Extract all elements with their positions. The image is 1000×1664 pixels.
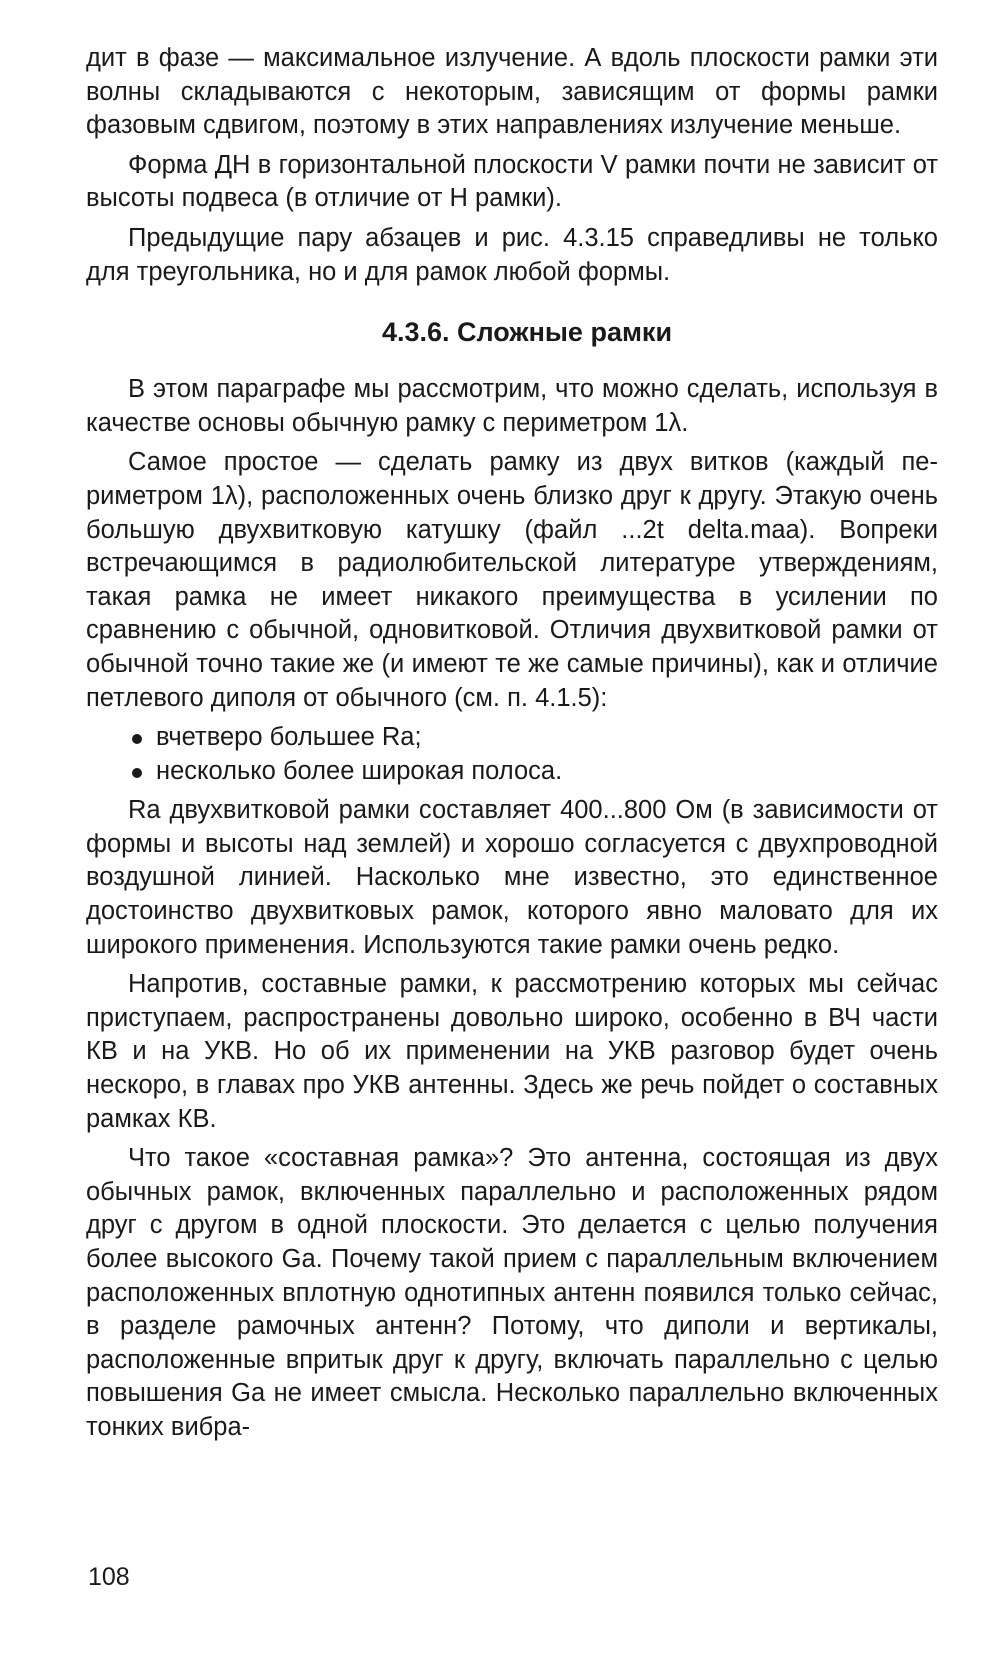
- page-number: 108: [88, 1563, 130, 1591]
- bullet-item: [132, 721, 938, 755]
- bullet-item: [132, 755, 938, 789]
- paragraph: Самое простое — сделать рамку из двух витков (каждый периметром 1λ), расположенных очень близко друг к другу. Этакую очень большую двухвитковую катушку (файл ...2t delta.maa). Вопреки встречающимся в радиолюбительской литературе утверждениям, такая рамка не имеет никакого преимущества в усилении по сравнению с обычной, одновитковой. Отличия двухвитковой рамки от обычной точно такие же (и имеют те же самые причины), как и отличие петлевого диполя от обычного (см. п. 4.1.5):: [86, 448, 938, 712]
- paragraph: Ra двухвитковой рамки составляет 400...800 Ом (в зависимости от формы и высоты над землей) и хорошо согласуется с двухпроводной воздушной линией. Насколько мне известно, это единственное достоинство двухвитковых рамок, которого явно маловато для их широкого применения. Используются такие рамки очень редко.: [86, 796, 938, 959]
- paragraph: Что такое «составная рамка»? Это антенна, состоящая из двух обычных рамок, включенных параллельно и расположенных рядом друг с другом в одной плоскости. Это делается с целью получения более высокого Ga. Почему такой прием с параллельным включением расположенных вплотную однотипных антенн появился только сейчас, в разделе рамочных антенн? Потому, что диполи и вертикалы, расположенные впритык друг к другу, включать параллельно с целью повышения Ga не имеет смысла. Несколько параллельно включенных тонких вибра-: [86, 1144, 938, 1441]
- bullet-text: несколько более широкая полоса.: [156, 756, 563, 785]
- page-body: [86, 42, 938, 1451]
- bullet-text: вчетверо большее Ra;: [156, 723, 422, 752]
- paragraph: Напротив, составные рамки, к рассмотрению которых мы сейчас приступаем, распространены довольно широко, особенно в ВЧ части КВ и на УКВ. Но об их применении на УКВ разговор будет очень нескоро, в главах про УКВ антенны. Здесь же речь пойдет о составных рамках КВ.: [86, 970, 938, 1133]
- paragraph-continued: дит в фазе — максимальное излучение. А вдоль плоскости рамки эти волны складываются с некоторым, зависящим от формы рамки фазовым сдвигом, поэтому в этих направлениях излучение меньше.: [86, 44, 938, 140]
- bullet-list: [86, 721, 938, 788]
- bullet-icon: [132, 734, 142, 744]
- section-heading: 4.3.6. Сложные рамки: [381, 317, 673, 348]
- paragraph: Предыдущие пару абзацев и рис. 4.3.15 справедливы не только для треугольника, но и для рамок любой формы.: [86, 223, 938, 286]
- bullet-icon: [132, 768, 142, 778]
- paragraph: В этом параграфе мы рассмотрим, что можно сделать, используя в качестве основы обычную рамку с периметром 1λ.: [86, 375, 938, 437]
- paragraph: Форма ДН в горизонтальной плоскости V рамки почти не зависит от высоты подвеса (в отличие от Н рамки).: [86, 150, 938, 213]
